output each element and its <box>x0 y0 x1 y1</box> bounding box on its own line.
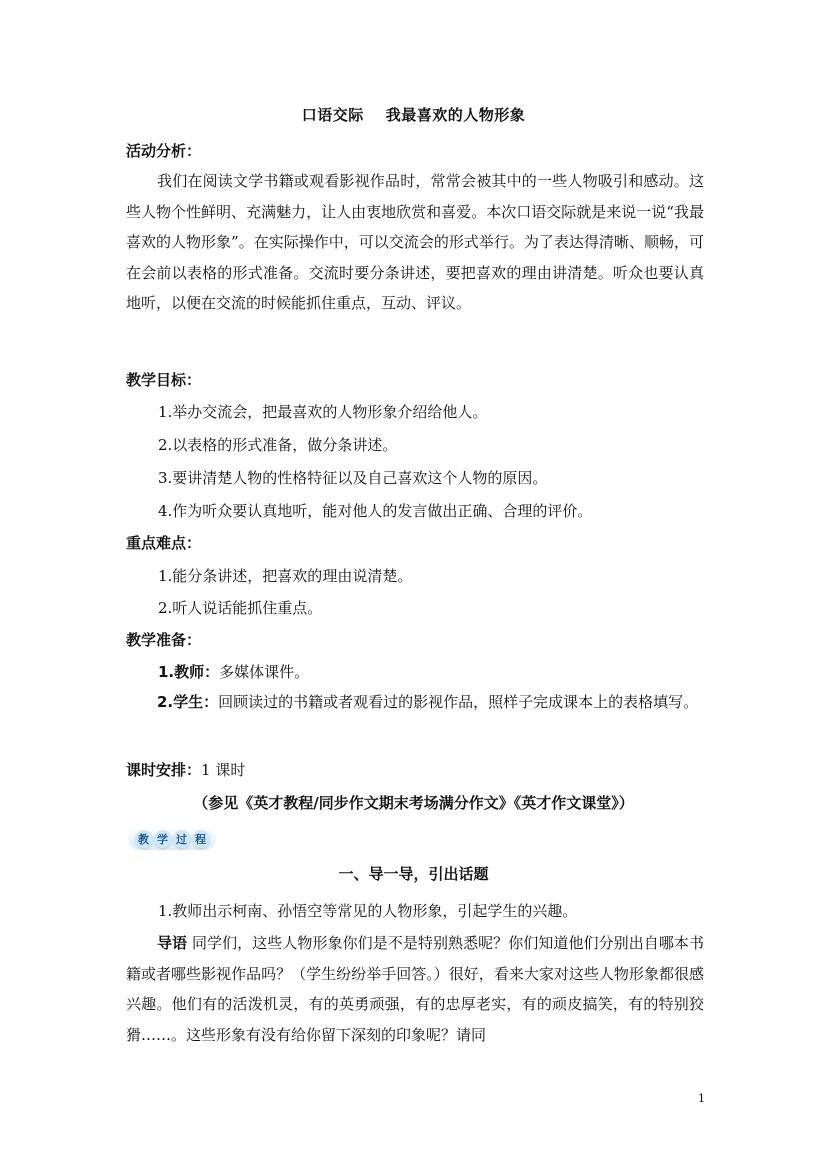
section-1-heading: 一、导一导，引出话题 <box>338 865 489 883</box>
goal-item-1: 1.举办交流会，把最喜欢的人物形象介绍给他人。 <box>158 403 488 421</box>
schedule-label: 课时安排： <box>126 761 202 779</box>
keypoint-item-1: 1.能分条讲述，把喜欢的理由说清楚。 <box>158 567 413 585</box>
reference-line: （参见《英才教程/同步作文期末考场满分作文》《英才作文课堂》） <box>193 794 634 812</box>
keypoint-item-2: 2.听人说话能抓住重点。 <box>158 599 323 617</box>
section-1-step-1: 1.教师出示柯南、孙悟空等常见的人物形象，引起学生的兴趣。 <box>158 902 578 920</box>
prep-teacher-text: 多媒体课件。 <box>219 663 310 681</box>
analysis-heading: 活动分析： <box>126 142 202 160</box>
keypoints-heading: 重点难点： <box>126 534 202 552</box>
prep-teacher-label: 1.教师： <box>158 663 220 681</box>
title-part-2: 我最喜欢的人物形象 <box>385 106 526 124</box>
goal-item-4: 4.作为听众要认真地听，能对他人的发言做出正确、合理的评价。 <box>158 502 593 520</box>
analysis-body: 我们在阅读文学书籍或观看影视作品时，常常会被其中的一些人物吸引和感动。这些人物个性鲜明、充满魅力，让人由衷地欣赏和喜爱。本次口语交际就是来说一说“我最喜欢的人物形象”。在实际操作中，可以交流会的形式举行。为了表达得清晰、顺畅，可在会前以表格的形式准备。交流时要分条讲述，要把喜欢的理由讲清楚。听众也要认真地听，以便在交流的时候能抓住重点，互动、评议。 <box>126 172 704 312</box>
schedule-value: 1 课时 <box>201 761 246 779</box>
prep-student-text: 回顾读过的书籍或者观看过的影视作品，照样子完成课本上的表格填写。 <box>218 693 699 711</box>
lead-label: 导语 <box>157 934 188 952</box>
goals-heading: 教学目标： <box>126 371 202 389</box>
page-number: 1 <box>698 1092 705 1105</box>
prep-teacher <box>158 661 309 682</box>
badge-char-1: 教 <box>135 830 153 848</box>
section-1-lead <box>126 928 704 1050</box>
goal-item-2: 2.以表格的形式准备，做分条讲述。 <box>158 436 398 454</box>
badge-char-3: 过 <box>173 830 191 848</box>
prep-heading: 教学准备： <box>126 631 202 649</box>
lead-text: 同学们，这些人物形象你们是不是特别熟悉呢？你们知道他们分别出自哪本书籍或者哪些影视作品吗？（学生纷纷举手回答。）很好，看来大家对这些人物形象都很感兴趣。他们有的活泼机灵，有的英勇顽强，有的忠厚老实，有的顽皮搞笑，有的特别狡猾……。这些形象有没有给你留下深刻的印象呢？请同 <box>126 934 704 1044</box>
page-title <box>0 104 827 125</box>
prep-student <box>126 686 704 719</box>
badge-char-4: 程 <box>192 830 210 848</box>
badge-char-2: 学 <box>154 830 172 848</box>
prep-student-label: 2.学生： <box>157 693 219 711</box>
goal-item-3: 3.要讲清楚人物的性格特征以及自己喜欢这个人物的原因。 <box>158 469 548 487</box>
title-part-1: 口语交际 <box>301 106 364 124</box>
schedule <box>126 759 245 780</box>
teaching-process-badge <box>128 827 216 850</box>
